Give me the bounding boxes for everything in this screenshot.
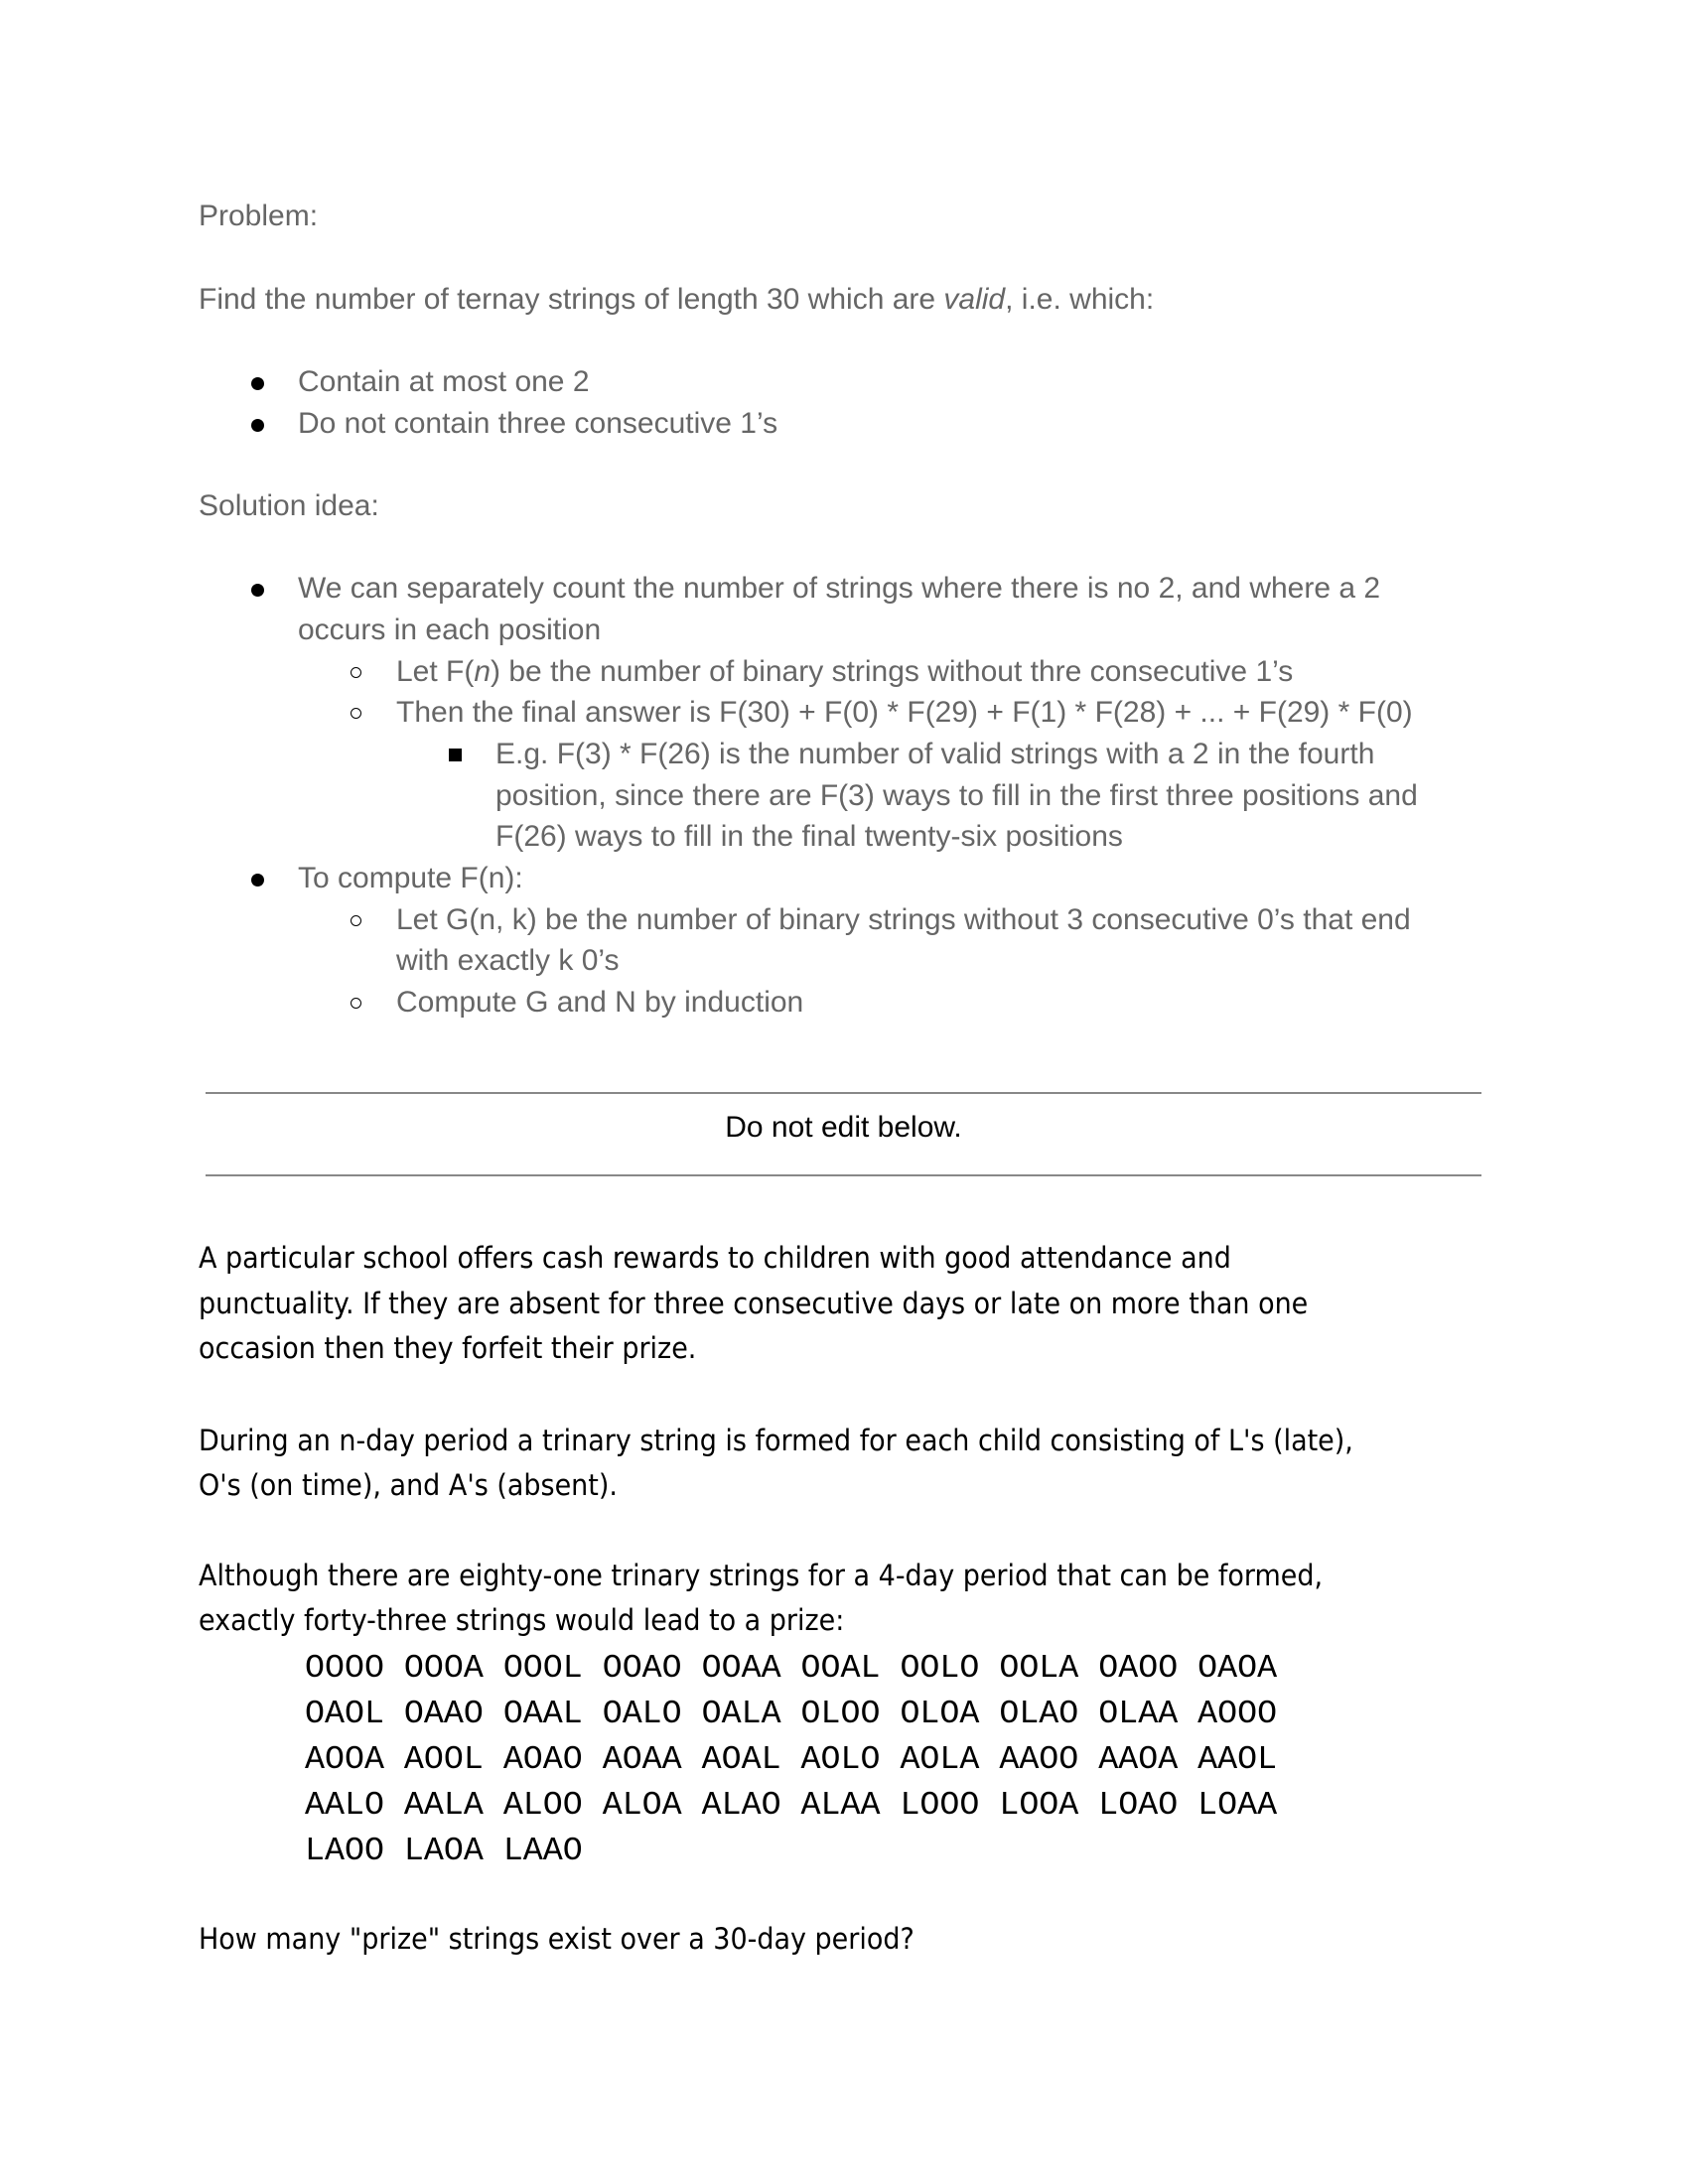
solution-bullet-line: To compute F(n): [298, 862, 523, 894]
valid-emphasis: valid [943, 283, 1006, 316]
define-f-text: Let F( [396, 655, 475, 688]
do-not-edit-notice: Do not edit below. [725, 1111, 962, 1144]
paragraph-line: exactly forty-three strings would lead to a prize: [199, 1603, 845, 1637]
example-line: position, since there are F(3) ways to fill in the first three positions and [495, 779, 1418, 812]
solution-bullet-line: occurs in each position [298, 614, 602, 646]
problem-heading: Problem: [199, 200, 319, 232]
problem-intro-tail: , i.e. which: [1005, 283, 1155, 316]
bullet-disc-icon [251, 419, 264, 432]
problem-intro-text: Find the number of ternay strings of length 30 which are [199, 283, 944, 316]
paragraph-line: O's (on time), and A's (absent). [199, 1468, 618, 1502]
problem-intro [199, 279, 1154, 321]
bullet-circle-icon [351, 915, 361, 926]
paragraph-line: punctuality. If they are absent for three consecutive days or late on more than one [199, 1287, 1309, 1320]
prize-strings-row: AOOA AOOL AOAO AOAA AOAL AOLO AOLA AAOO AAOA AAOL [305, 1740, 1278, 1778]
prize-strings-row: LAOO LAOA LAAO [305, 1832, 583, 1869]
paragraph-line: During an n-day period a trinary string is formed for each child consisting of L's (late), [199, 1424, 1353, 1457]
separator-rule-bottom [206, 1174, 1481, 1176]
separator-rule-top [206, 1092, 1481, 1094]
question-line: How many "prize" strings exist over a 30-day period? [199, 1922, 914, 1956]
prize-strings-row: OAOL OAAO OAAL OALO OALA OLOO OLOA OLAO OLAA AOOO [305, 1695, 1278, 1732]
bullet-disc-icon [251, 377, 264, 390]
example-line: F(26) ways to fill in the final twenty-six positions [495, 820, 1123, 853]
variable-n: n [474, 655, 492, 688]
bullet-circle-icon [351, 998, 361, 1009]
prize-strings-row: AALO AALA ALOO ALOA ALAO ALAA LOOO LOOA LOAO LOAA [305, 1786, 1278, 1824]
paragraph-line: Although there are eighty-one trinary strings for a 4-day period that can be formed, [199, 1559, 1324, 1592]
solution-subbullet-line [396, 651, 1293, 693]
bullet-circle-icon [351, 708, 361, 719]
solution-subbullet-line: Then the final answer is F(30) + F(0) * F(29) + F(1) * F(28) + ... + F(29) * F(0) [396, 696, 1413, 729]
example-line: E.g. F(3) * F(26) is the number of valid strings with a 2 in the fourth [495, 738, 1375, 770]
solution-subbullet-line: with exactly k 0’s [396, 944, 620, 977]
paragraph-line: occasion then they forfeit their prize. [199, 1331, 697, 1365]
bullet-disc-icon [251, 584, 264, 597]
paragraph-line: A particular school offers cash rewards to children with good attendance and [199, 1241, 1231, 1275]
bullet-disc-icon [251, 874, 264, 887]
requirement-item: Do not contain three consecutive 1’s [298, 407, 778, 440]
bullet-circle-icon [351, 667, 361, 678]
requirement-item: Contain at most one 2 [298, 365, 590, 398]
solution-bullet-line: We can separately count the number of strings where there is no 2, and where a 2 [298, 572, 1381, 605]
bullet-square-icon [449, 749, 462, 761]
solution-subbullet-line: Compute G and N by induction [396, 986, 804, 1019]
solution-subbullet-line: Let G(n, k) be the number of binary strings without 3 consecutive 0’s that end [396, 903, 1411, 936]
prize-strings-row: OOOO OOOA OOOL OOAO OOAA OOAL OOLO OOLA OAOO OAOA [305, 1649, 1278, 1687]
define-f-tail: ) be the number of binary strings without thre consecutive 1’s [491, 655, 1294, 688]
solution-heading: Solution idea: [199, 489, 379, 522]
